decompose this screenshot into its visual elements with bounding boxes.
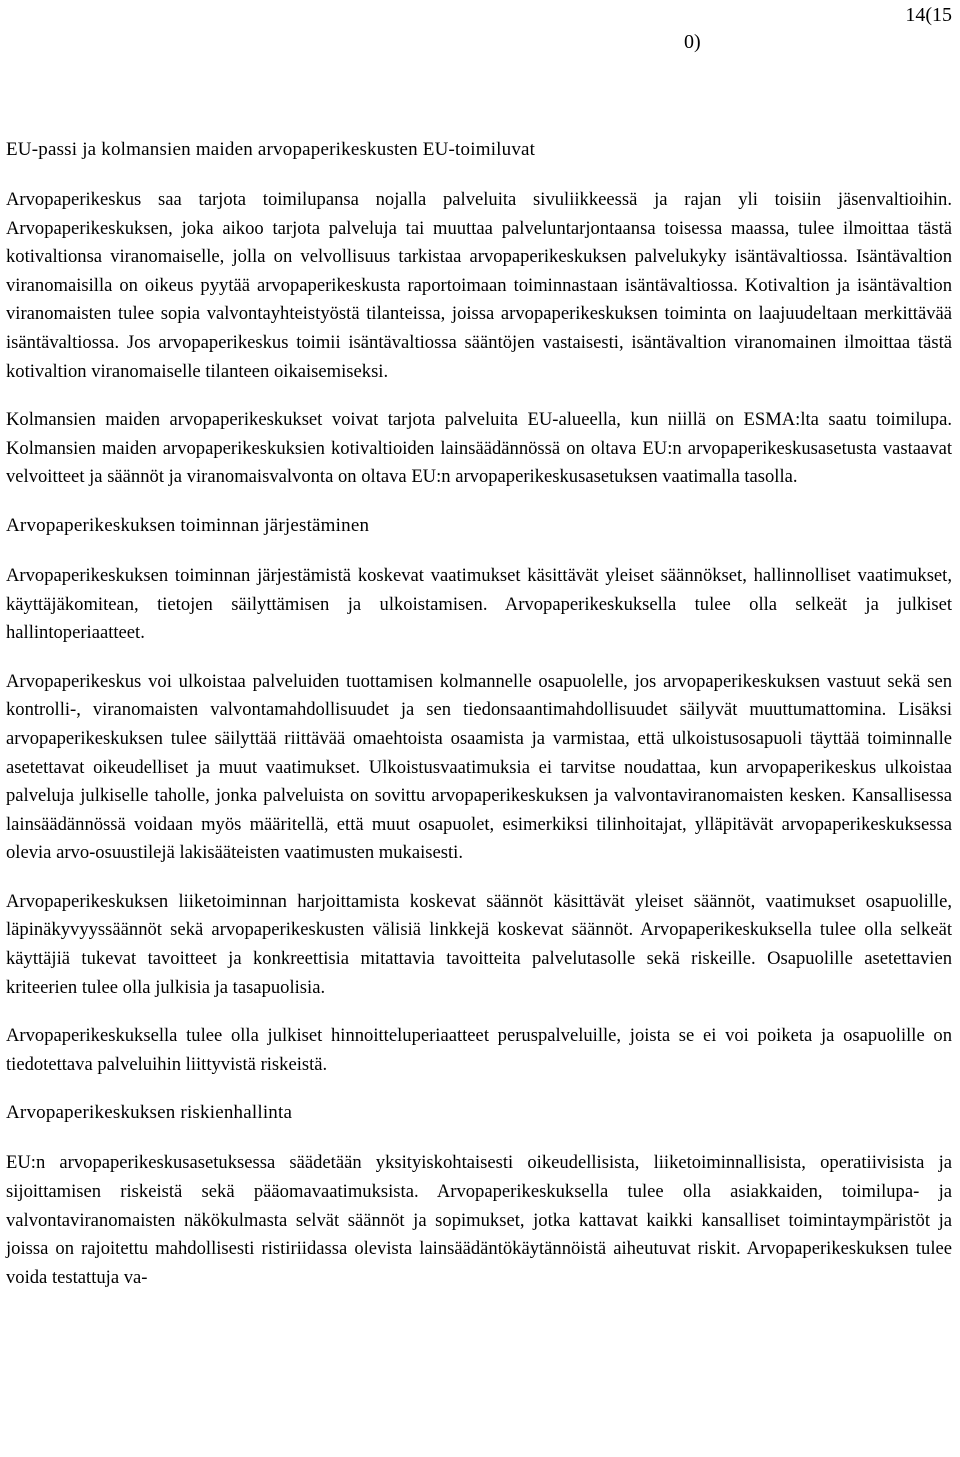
section-heading: EU-passi ja kolmansien maiden arvopaperikeskusten EU-toimiluvat [6, 139, 536, 160]
section-eu-passport [6, 136, 952, 492]
paragraph: Arvopaperikeskuksella tulee olla julkiset hinnoitteluperiaatteet peruspalveluille, joista se ei voi poiketa ja osapuolille on tiedotettava palveluihin liittyvistä riskeistä. [6, 1025, 952, 1075]
paragraph: Kolmansien maiden arvopaperikeskukset voivat tarjota palveluita EU-alueella, kun niillä on ESMA:lta saatu toimilupa. Kolmansien maiden arvopaperikeskuksien kotivaltioiden lainsäädännössä on oltava EU:n arvopaperikeskusasetusta vastaavat velvoitteet ja säännöt ja viranomaisvalvonta on oltava EU:n arvopaperikeskusasetuksen vaatimalla tasolla. [6, 409, 952, 488]
section-heading: Arvopaperikeskuksen riskienhallinta [6, 1102, 293, 1124]
page-number: 14(15 [905, 4, 952, 26]
paragraph: Arvopaperikeskuksen liiketoiminnan harjoittamista koskevat säännöt käsittävät yleiset säännöt, vaatimukset osapuolille, läpinäkyvyyssäännöt sekä arvopaperikeskusten välisiä linkkejä koskevat säännöt. Arvopaperikeskuksella tulee olla selkeät käyttäjiä tukevat tavoitteet ja konkreettisia mitattavia tavoitteita palvelutasolle sekä riskeille. Osapuolille asetettavien kriteerien tulee olla julkisia ja tasapuolisia. [6, 890, 952, 998]
section-heading: Arvopaperikeskuksen toiminnan järjestäminen [6, 514, 370, 536]
section-organisation [6, 512, 952, 1080]
paragraph: EU:n arvopaperikeskusasetuksessa säädetään yksityiskohtaisesti oikeudellisista, liiketoiminnallisista, operatiivisista ja sijoittamisen riskeistä sekä pääomavaatimuksista. Arvopaperikeskuksella tulee olla asiakkaiden, toimilupa- ja valvontaviranomaisten näkökulmasta selvät säännöt ja sopimukset, jotka kattavat kaikki kansalliset toimintaympäristöt ja joissa on rajoitettu mahdollisesti ristiriidassa olevista lainsäädäntökäytännöistä aiheutuvat riskit. Arvopaperikeskuksen tulee voida testattuja va- [6, 1152, 952, 1288]
paragraph: Arvopaperikeskus voi ulkoistaa palveluiden tuottamisen kolmannelle osapuolelle, jos arvopaperikeskuksen vastuut sekä sen kontrolli-, viranomaisten valvontamahdollisuudet ja sen tiedonsaantimahdollisuudet säilyvät muuttumattomina. Lisäksi arvopaperikeskuksen tulee säilyttää riittävää omaehtoista osaamista ja varmistaa, että ulkoistusosapuoli täyttää toiminnalle asetettavat oikeudelliset ja muut vaatimukset. Ulkoistusvaatimuksia ei tarvitse noudattaa, kun arvopaperikeskus ulkoistaa palveluja julkiselle taholle, jonka palveluista on sovittu arvopaperikeskuksen ja valvontaviranomaisten kesken. Kansallisessa lainsäädännössä voidaan myös määritellä, että muut osapuolet, esimerkiksi tilinhoitajat, ylläpitävät arvopaperikeskuksessa olevia arvo-osuustilejä lakisääteisten vaatimusten mukaisesti. [6, 670, 952, 864]
document-body [6, 136, 952, 1312]
paragraph: Arvopaperikeskus saa tarjota toimilupansa nojalla palveluita sivuliikkeessä ja rajan yli toisiin jäsenvaltioihin. Arvopaperikeskuksen, joka aikoo tarjota palveluja tai muuttaa palveluntarjontaansa toisessa maassa, tulee ilmoittaa tästä kotivaltionsa viranomaiselle, jolla on velvollisuus tarkistaa arvopaperikeskuksen palvelukyky isäntävaltiossa. Isäntävaltion viranomaisilla on oikeus pyytää arvopaperikeskusta raportoimaan toiminnastaan isäntävaltiossa. Kotivaltion ja isäntävaltion viranomaisten tulee sopia valvontayhteistyöstä tilanteissa, joissa arvopaperikeskuksen toiminta on laajuudeltaan merkittävää isäntävaltiossa. Jos arvopaperikeskus toimii isäntävaltiossa sääntöjen vastaisesti, isäntävaltion viranomainen ilmoittaa tästä kotivaltion viranomaiselle tilanteen oikaisemiseksi. [6, 189, 952, 382]
section-risk-management [6, 1099, 952, 1292]
paragraph: Arvopaperikeskuksen toiminnan järjestämistä koskevat vaatimukset käsittävät yleiset säännökset, hallinnolliset vaatimukset, käyttäjäkomitean, tietojen säilyttämisen ja ulkoistamisen. Arvopaperikeskuksella tulee olla selkeät ja julkiset hallintoperiaatteet. [6, 564, 952, 644]
page-number-continuation: 0) [684, 31, 701, 53]
